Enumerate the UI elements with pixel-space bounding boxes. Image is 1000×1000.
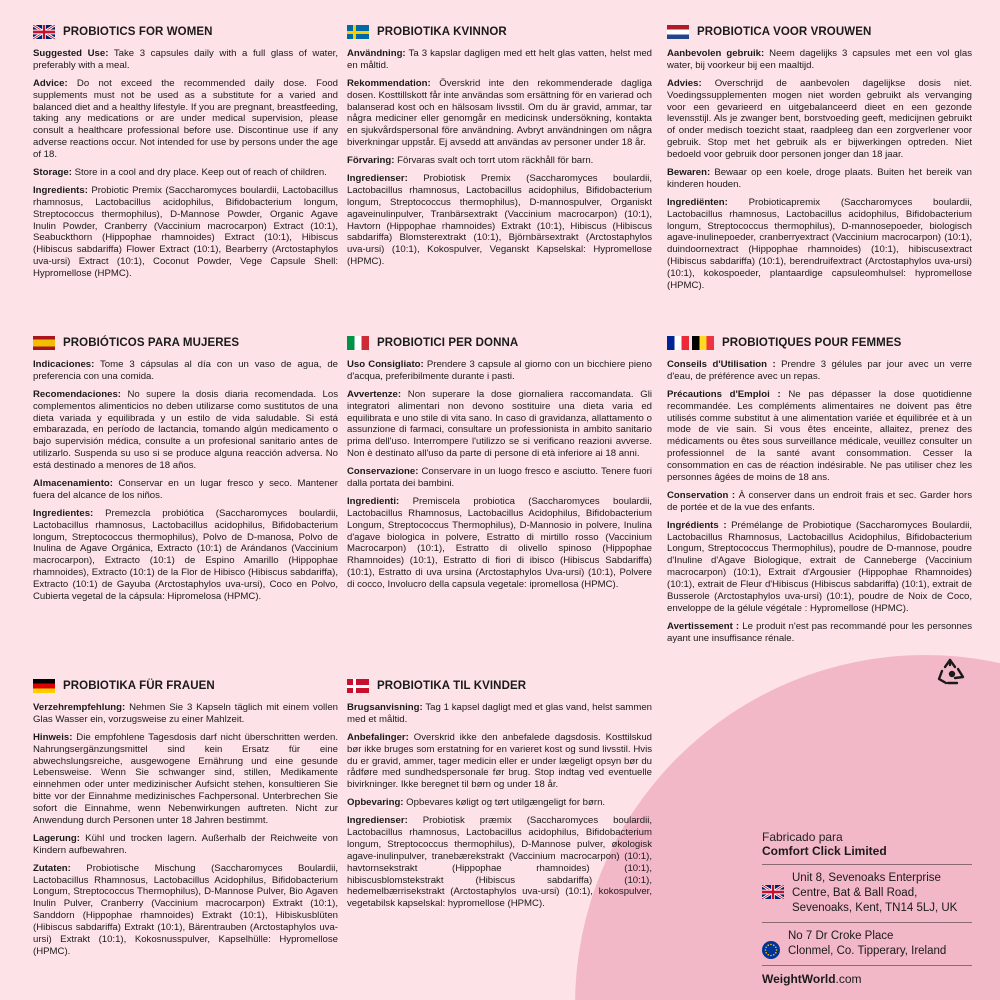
paragraph-advice: Anbefalinger: Overskrid ikke den anbefalede dagsdosis. Kosttilskud bør ikke bruges som erstatning for en varieret kost og sund livsstil. Hvis du er gravid, ammer, tager medicin eller er under lægeligt opsyn bør du rådføre med sundhedspersonale før brug. Stop indtag ved eventuelle bivirkninger. Ikke beregnet til børn og under 18 år. (347, 731, 652, 791)
eu-address-row (762, 922, 972, 965)
paragraph-storage: Opbevaring: Opbevares køligt og tørt utilgængeligt for børn. (347, 797, 606, 809)
paragraph-storage: Conservation : À conserver dans un endroit frais et sec. Garder hors de portée et de la vue des enfants. (667, 489, 972, 513)
paragraph-advice: Advice: Do not exceed the recommended daily dose. Food supplements must not be used as a substitute for a varied and balanced diet and a healthy lifestyle. If you are pregnant, breastfeeding, taking any medications or are under medical supervision, please consult a healthcare professional before use. Discontinue use if any adverse reactions occur. Not intended for use by persons under the age of 18. (33, 77, 338, 161)
section-header (33, 24, 338, 40)
section-dutch (667, 24, 972, 298)
paragraph-usage: Aanbevolen gebruik: Neem dagelijks 3 capsules met een vol glas water, bij voorkeur bij een maaltijd. (667, 48, 972, 71)
paragraph-storage: Lagerung: Kühl und trocken lagern. Außerhalb der Reichweite von Kindern aufbewahren. (33, 832, 338, 856)
section-spanish (33, 335, 338, 609)
brand-suffix: .com (835, 971, 862, 986)
paragraph-ingredients: Ingredienser: Probiotisk præmix (Saccharomyces boulardii, Lactobacillus rhamnosus, Lactobacillus acidophilus, Bifidobacterium longum, Streptococcus thermophilus), D-Mannose pulver, økologisk agave-inulinpulver, tranebærekstrakt (Vaccinium macrocarpon) (10:1), havtornsekstrakt (Hippophae rhamnoides) (10:1), hibiscusblomstekstrakt (Hibiscus sabdariffa) (10:1), hedemelbærrisekstrakt (Arctostaphylos uva-ursi) (10:1), kokospulver, vegetabilsk kapselskal: hypromellose (HPMC). (347, 815, 652, 910)
paragraph-storage: Storage: Store in a cool and dry place. Keep out of reach of children. (33, 167, 327, 179)
paragraph-usage: Suggested Use: Take 3 capsules daily with a full glass of water, preferably with a meal. (33, 48, 338, 71)
brand-website (762, 965, 972, 986)
section-title: PROBIOTIQUES POUR FEMMES (722, 336, 902, 349)
uk-address-line: Unit 8, Sevenoaks Enterprise (792, 872, 941, 884)
paragraph-ingredients: Ingrédients : Prémélange de Probiotique (Saccharomyces Boulardii, Lactobacillus Rhamnosus, Lactobacillus Acidophilus, Bifidobacterium Longum, Streptococcus Thermophilus), poudre de D-mannose, poudre d'Inuline d'Agave Biologique, extrait de Canneberge (Vaccinium macrocarpon) (10:1), Extrait d'Argousier (Hippophae Rhamnoides) (10:1), extrait de Fleur d'Hibiscus (Hibiscus sabdariffa) (10:1), extrait de Busserole (Arctostaphylos uva-ursi) (10:1), poudre de Noix de Coco, enveloppe de la gélule végétale : Hypromellose (HPMC). (667, 519, 972, 614)
paragraph-storage: Almacenamiento: Conservar en un lugar fresco y seco. Mantener fuera del alcance de los niños. (33, 478, 338, 501)
eu-address (788, 929, 946, 959)
paragraph-storage: Bewaren: Bewaar op een koele, droge plaats. Buiten het bereik van kinderen houden. (667, 167, 972, 190)
recycle-icon (935, 655, 969, 689)
paragraph-usage: Verzehrempfehlung: Nehmen Sie 3 Kapseln täglich mit einem vollen Glas Wasser ein, vorzugsweise zu einer Mahlzeit. (33, 702, 338, 725)
paragraph-advice: Recomendaciones: No supere la dosis diaria recomendada. Los complementos alimenticios no deben utilizarse como sustitutos de una dieta variada y equilibrada y un estilo de vida saludable. Si está embarazada, en período de lactancia, tomando algún medicamento o bajo supervisión médica, consulte a un profesional sanitario antes de utilizarlo. Suspenda su uso si se produce alguna reacción adversa. No está destinado a menores de 18 años. (33, 388, 338, 472)
paragraph-advice: Advies: Overschrijd de aanbevolen dagelijkse dosis niet. Voedingssupplementen mogen niet worden gebruikt als vervanging voor een gevarieerd en uitgebalanceerd dieet en een gezonde levensstijl. Als je zwanger bent, borstvoeding geeft, medicijnen gebruikt of onder medisch toezicht staat, raadpleeg dan een zorgverlener voor gebruik. Stop met het gebruik als er bijwerkingen optreden. Niet bedoeld voor gebruik door personen jonger dan 18 jaar. (667, 77, 972, 161)
paragraph-ingredients: Ingredienti: Premiscela probiotica (Saccharomyces boulardii, Lactobacillus Rhamnosus, Lactobacillus Acidophilus, Bifidobacterium Longum, Streptococcus Thermophilus), D-Mannosio in polvere, Inulina d'agave biologica in polvere, Estratto di mirtillo rosso (Vaccinium Macrocarpon) (10:1), Estratto di olivello spinoso (Hippophae Rhamnoides) (10:1), Estratto di fiori di ibisco (Hibiscus Sabdariffa) (10:1), Estratto di uva ursina (Arctostaphylos Uva-ursi) (10:1), Polvere di cocco, Involucro della capsula vegetale: ipromellosa (HPMC). (347, 495, 652, 591)
manufacturer-block (762, 830, 972, 986)
section-german (33, 678, 338, 964)
paragraph-storage: Förvaring: Förvaras svalt och torrt utom räckhåll för barn. (347, 155, 594, 167)
section-header (667, 24, 972, 40)
section-french (667, 335, 972, 651)
section-title: PROBIOTIKA TIL KVINDER (377, 679, 527, 692)
section-swedish (347, 24, 652, 274)
paragraph-usage: Brugsanvisning: Tag 1 kapsel dagligt med et glas vand, helst sammen med et måltid. (347, 702, 652, 725)
paragraph-ingredients: Ingrediënten: Probioticapremix (Saccharomyces boulardii, Lactobacillus rhamnosus, Lactobacillus acidophilus, Bifidobacterium longum, Streptococcus thermophilus), D-mannosepoeder, biologisch agave-inulinepoeder, cranberryextract (Vaccinium macrocarpon) (10:1), duindoornextract (Hippophae rhamnoides) (10:1), hibiscusextract (Hibiscus sabdariffa) (10:1), berendruifextract (Arctostaphylos uva-ursi) (10:1), kokospoeder, plantaardige capsuleomhulsel: hypromellose (HPMC). (667, 196, 972, 292)
uk-address-row (762, 864, 972, 922)
manufacturer-label: Fabricado para (762, 830, 843, 844)
section-title: PROBIOTICS FOR WOMEN (63, 25, 213, 38)
uk-flag-icon (762, 885, 784, 899)
section-english (33, 24, 338, 286)
eu-address-line: Clonmel, Co. Tipperary, Ireland (788, 944, 947, 957)
eu-flag-icon (762, 941, 780, 959)
paragraph-advice: Hinweis: Die empfohlene Tagesdosis darf nicht überschritten werden. Nahrungsergänzungsmittel sind kein Ersatz für eine abwechslungsreiche, ausgewogene Ernährung und eine gesunde Lebensweise. Wenn Sie schwanger sind, stillen, Medikamente einnehmen oder unter medizinischer Aufsicht stehen, konsultieren Sie bitte vor der Einnahme medizinisches Fachpersonal. Unterbrechen Sie sofort die Einnahme, wenn Nebenwirkungen auftreten. Nicht zur Anwendung durch Personen unter 18 Jahren bestimmt. (33, 731, 338, 827)
paragraph-ingredients: Ingredients: Probiotic Premix (Saccharomyces boulardii, Lactobacillus rhamnosus, Lactobacillus acidophilus, Bifidobacterium longum, Streptococcus thermophilus), D-Mannose Powder, Organic Agave Inulin Powder, Cranberry (Vaccinium macrocarpon) Extract (10:1), Seabuckthorn (Hippophae rhamnoides) Extract (10:1), Hibiscus (Hibiscus sabdariffa) Flower Extract (10:1), Bearberry (Arctostaphylos uva-ursi) Extract (10:1), Coconut Powder, Vege Capsule Shell: Hypromellose (HPMC). (33, 184, 338, 280)
italy-flag-icon (347, 336, 369, 350)
flag-pair (667, 336, 714, 350)
eu-address-line: No 7 Dr Croke Place (788, 929, 894, 942)
section-title: PROBIOTICA VOOR VROUWEN (697, 25, 872, 38)
section-danish (347, 678, 652, 916)
section-title: PROBIOTIKA KVINNOR (377, 25, 507, 38)
sweden-flag-icon (347, 25, 369, 39)
section-title: PROBIOTIKA FÜR FRAUEN (63, 679, 215, 692)
paragraph-usage: Indicaciones: Tome 3 cápsulas al día con un vaso de agua, de preferencia con una comida. (33, 359, 338, 382)
paragraph-warning: Avertissement : Le produit n'est pas recommandé pour les personnes ayant une insuffisance rénale. (667, 620, 972, 644)
belgium-flag-icon (692, 336, 714, 350)
section-header (347, 678, 652, 694)
paragraph-usage: Användning: Ta 3 kapslar dagligen med ett helt glas vatten, helst med en måltid. (347, 48, 652, 71)
uk-address-line: Centre, Bat & Ball Road, (792, 886, 918, 899)
germany-flag-icon (33, 679, 55, 693)
paragraph-usage: Conseils d'Utilisation : Prendre 3 gélules par jour avec un verre d'eau, de préférence avec un repas. (667, 359, 972, 382)
section-header (347, 335, 652, 351)
paragraph-storage: Conservazione: Conservare in un luogo fresco e asciutto. Tenere fuori dalla portata dei bambini. (347, 466, 652, 490)
section-header (347, 24, 652, 40)
paragraph-advice: Avvertenze: Non superare la dose giornaliera raccomandata. Gli integratori alimentari non devono sostituire una dieta varia ed equilibrata e uno stile di vita sano. In caso di gravidanza, allattamento o assunzione di farmaci, consultare un professionista in ambito sanitario prima dell'uso. Interrompere l'utilizzo se si verificano reazioni avverse. Non è destinato all'uso da parte di persone di età inferiore ai 18 anni. (347, 388, 652, 460)
france-flag-icon (667, 336, 689, 350)
section-italian (347, 335, 652, 597)
denmark-flag-icon (347, 679, 369, 693)
netherlands-flag-icon (667, 25, 689, 39)
uk-address (792, 871, 957, 916)
section-title: PROBIÓTICOS PARA MUJERES (63, 336, 240, 349)
paragraph-advice: Précautions d'Emploi : Ne pas dépasser la dose quotidienne recommandée. Les compléments alimentaires ne doivent pas être utilisés comme substitut à une alimentation variée et équilibrée et à un mode de vie sain. Si vous êtes enceinte, allaitez, prenez des médicaments ou êtes sous surveillance médicale, veuillez consulter un professionnel de la santé avant consommation. Cesser la consommation en cas de réaction indésirable. Ne pas utiliser chez les personnes âgées de moins de 18 ans. (667, 388, 972, 484)
section-header (33, 678, 338, 694)
paragraph-ingredients: Zutaten: Probiotische Mischung (Saccharomyces Boulardii, Lactobacillus Rhamnosus, Lactobacillus Acidophilus, Bifidobacterium Longum, Streptococcus Thermophilus), D-Mannose Pulver, Bio Agaven Inulin Pulver, Cranberry (Vaccinium macrocarpon) Extrakt (10:1), Sanddorn (Hippophae rhamnoides) Extrakt (10:1), Hibiskusblüten (Hibiscus sabdariffa) Extrakt (10:1), Bärentrauben (Arctostaphylos uva-ursi) Extrakt (10:1), Kokosnusspulver, Kapselhülle: Hypromellose (HPMC). (33, 862, 338, 957)
paragraph-usage: Uso Consigliato: Prendere 3 capsule al giorno con un bicchiere pieno d'acqua, preferibilmente durante i pasti. (347, 359, 652, 382)
paragraph-ingredients: Ingredientes: Premezcla probiótica (Saccharomyces boulardii, Lactobacillus rhamnosus, Lactobacillus acidophilus, Bifidobacterium longum, Streptococcus thermophilus), Polvo de D-manosa, Polvo de Inulina de Agave Orgánica, Extracto (10:1) de Arándanos (Vaccinium macrocarpon), Extracto (10:1) de Espino Amarillo (Hippophae rhamnoides), Extracto (10:1) de la Flor de Hibisco (Hibiscus sabdariffa), Extracto (10:1) de Gayuba (Arctostaphylos uva-ursi), Coco en Polvo, Cubierta vegetal de la cápsula: Hipromelosa (HPMC). (33, 507, 338, 603)
paragraph-advice: Rekommendation: Överskrid inte den rekommenderade dagliga dosen. Kosttillskott får inte användas som ersättning för en varierad och balanserad kost och en hälsosam livsstil. Om du är gravid, ammar, tar några mediciner eller genomgår en medicinsk undersökning, kontakta en sjukvårdspersonal före användning. Avbryt användningen om några biverkningar uppstår. Ej avsedd att användas av personer under 18 år. (347, 77, 652, 149)
brand-name: WeightWorld (762, 971, 836, 986)
spain-flag-icon (33, 336, 55, 350)
uk-address-line: Sevenoaks, Kent, TN14 5LJ, UK (792, 901, 958, 914)
paragraph-ingredients: Ingredienser: Probiotisk Premix (Saccharomyces boulardii, Lactobacillus rhamnosus, Lactobacillus acidophilus, Bifidobacterium longum, Streptococcus thermophilus), D-mannospulver, Organiskt agaveinulinpulver, Tranbärsextrakt (Vaccinium macrocarpon) (10:1), Havtorn (Hippophae rhamnoides) Extrakt (10:1), Hibiscus (Hibiscus sabdariffa) Blomsterextrakt (10:1), Björnbärsextrakt (Arctostaphylos uva-ursi) (10:1), Kokospulver, Veganskt Kapselskal: Hypromellose (HPMC). (347, 173, 652, 268)
section-header (33, 335, 338, 351)
section-header (667, 335, 972, 351)
uk-flag-icon (33, 25, 55, 39)
manufacturer-company: Comfort Click Limited (762, 844, 887, 858)
section-title: PROBIOTICI PER DONNA (377, 336, 519, 349)
